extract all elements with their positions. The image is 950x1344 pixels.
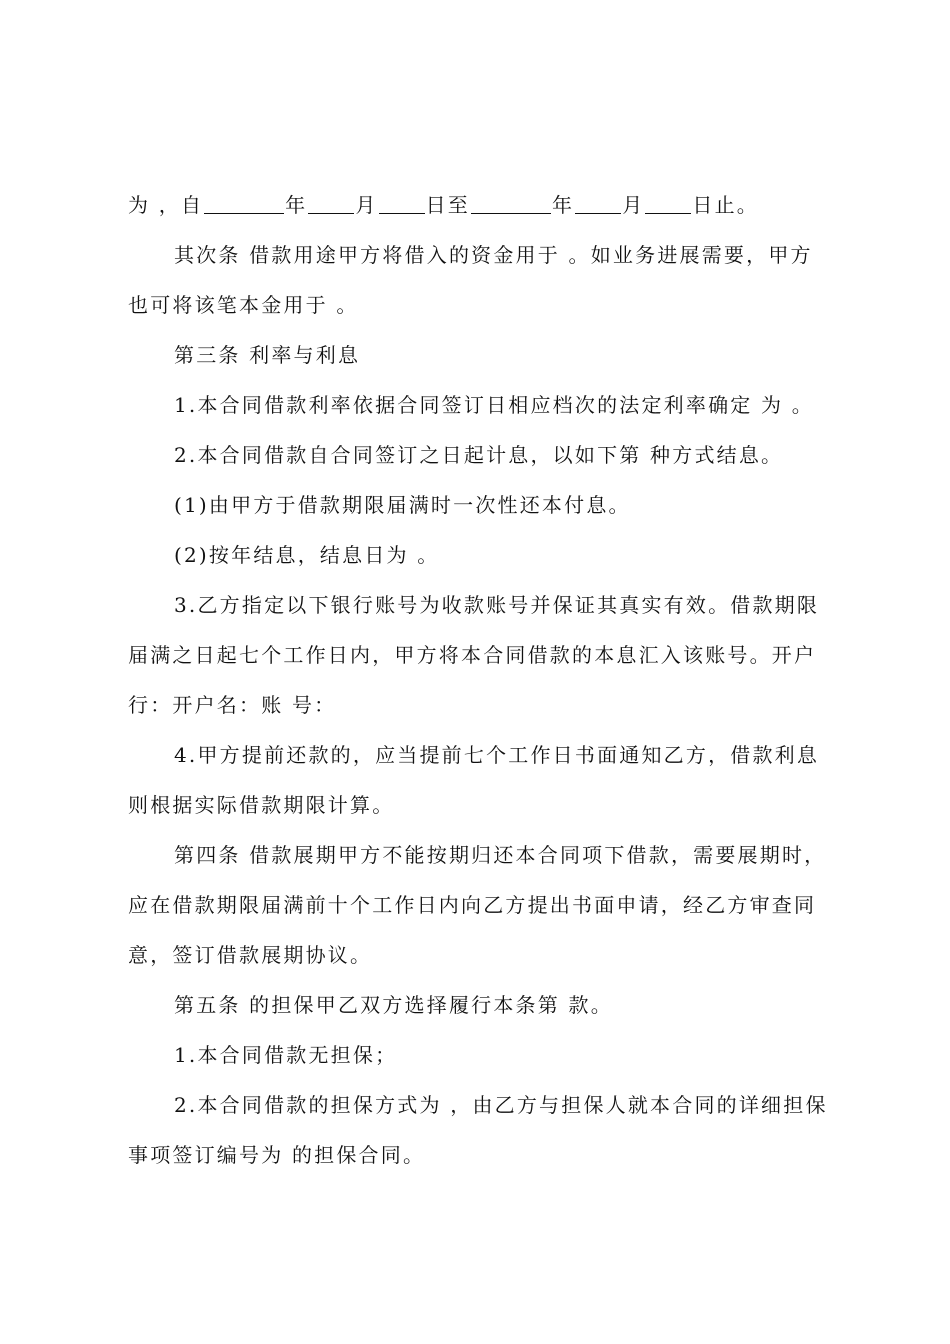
article-3-item-2-option-2: (2)按年结息，结息日为 。 — [174, 543, 440, 567]
start-day-blank — [379, 193, 425, 214]
month-label: 月 — [355, 193, 378, 217]
article-5-item-2-cont: 事项签订编号为 的担保合同。 — [128, 1143, 426, 1167]
article-5-item-1: 1.本合同借款无担保； — [174, 1043, 398, 1067]
article-3-heading: 第三条 利率与利息 — [174, 343, 361, 367]
article-3-item-4: 4.甲方提前还款的，应当提前七个工作日书面通知乙方，借款利息 — [174, 743, 820, 767]
start-month-blank — [308, 193, 354, 214]
article-2-heading-line: 其次条 借款用途甲方将借入的资金用于 。如业务进展需要，甲方 — [174, 243, 813, 267]
article-3-item-2-option-1: (1)由甲方于借款期限届满时一次性还本付息。 — [174, 493, 631, 517]
article-5-heading-line: 第五条 的担保甲乙双方选择履行本条第 款。 — [174, 993, 613, 1017]
year-label-2: 年 — [551, 193, 575, 217]
end-month-blank — [575, 193, 621, 214]
article-4-cont-2: 意，签订借款展期协议。 — [128, 943, 373, 967]
article-3-item-3: 3.乙方指定以下银行账号为收款账号并保证其真实有效。借款期限 — [174, 593, 820, 617]
article-5-item-2: 2.本合同借款的担保方式为 ，由乙方与担保人就本合同的详细担保 — [174, 1093, 828, 1117]
month-label-2: 月 — [622, 193, 645, 217]
day-end-label: 日止。 — [692, 193, 759, 217]
start-year-blank — [204, 193, 284, 214]
year-label: 年 — [285, 193, 308, 217]
article-3-item-4-cont: 则根据实际借款期限计算。 — [128, 793, 395, 817]
end-day-blank — [645, 193, 691, 214]
article-3-item-1: 1.本合同借款利率依据合同签订日相应档次的法定利率确定 为 。 — [174, 393, 814, 417]
article-3-item-2: 2.本合同借款自合同签订之日起计息，以如下第 种方式结息。 — [174, 443, 784, 467]
article-4-heading-line: 第四条 借款展期甲方不能按期归还本合同项下借款，需要展期时， — [174, 843, 827, 867]
end-year-blank — [471, 193, 551, 214]
loan-period-line — [128, 190, 759, 220]
article-2-continuation: 也可将该笔本金用于 。 — [128, 293, 359, 317]
article-3-item-3-cont-2: 行：开户名：账 号： — [128, 693, 337, 717]
article-3-item-3-cont-1: 届满之日起七个工作日内，甲方将本合同借款的本息汇入该账号。开户 — [128, 643, 817, 667]
period-prefix: 为 ，自 — [128, 193, 204, 217]
article-4-cont-1: 应在借款期限届满前十个工作日内向乙方提出书面申请，经乙方审查同 — [128, 893, 817, 917]
day-to-label: 日至 — [425, 193, 470, 217]
